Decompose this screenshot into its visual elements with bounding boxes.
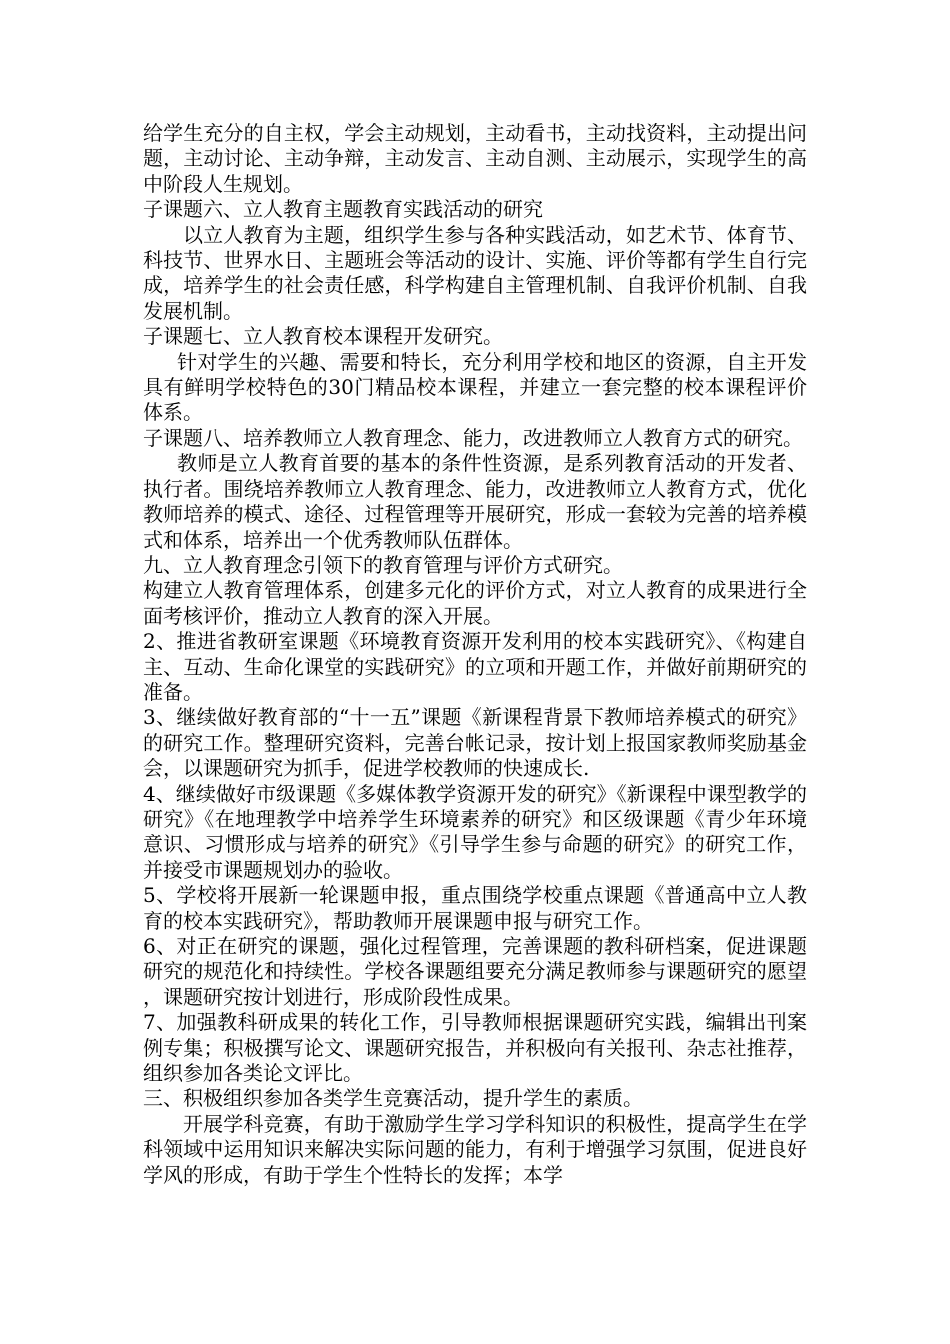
document-body: [143, 121, 807, 1188]
item-7: 7、加强教科研成果的转化工作，引导教师根据课题研究实践，编辑出刊案例专集；积极撰写论文、课题研究报告，并积极向有关报刊、杂志社推荐，组织参加各类论文评比。: [143, 1010, 807, 1086]
subtopic-9-heading: 九、立人教育理念引领下的教育管理与评价方式研究。: [143, 552, 623, 577]
item-2: 2、推进省教研室课题《环境教育资源开发利用的校本实践研究》、《构建自主、互动、生命化课堂的实践研究》的立项和开题工作，并做好前期研究的准备。: [143, 629, 807, 704]
subtopic-6-body: 以立人教育为主题，组织学生参与各种实践活动，如艺术节、体育节、科技节、世界水日、主题班会等活动的设计、实施、评价等都有学生自行完成，培养学生的社会责任感，科学构建自主管理机制、自我评价机制、自我发展机制。: [143, 222, 807, 323]
subtopic-7-heading: 子课题七、立人教育校本课程开发研究。: [143, 324, 503, 349]
paragraph-1: 给学生充分的自主权，学会主动规划，主动看书，主动找资料，主动提出问题，主动讨论、主动争辩，主动发言、主动自测、主动展示，实现学生的高中阶段人生规划。: [143, 121, 807, 196]
section-3-heading: 三、积极组织参加各类学生竞赛活动，提升学生的素质。: [143, 1086, 643, 1111]
item-6: 6、对正在研究的课题，强化过程管理，完善课题的教科研档案，促进课题研究的规范化和持续性。学校各课题组要充分满足教师参与课题研究的愿望，课题研究按计划进行，形成阶段性成果。: [143, 934, 807, 1009]
item-5: 5、学校将开展新一轮课题申报，重点围绕学校重点课题《普通高中立人教育的校本实践研究》，帮助教师开展课题申报与研究工作。: [143, 883, 807, 933]
subtopic-7-body: 针对学生的兴趣、需要和特长，充分利用学校和地区的资源，自主开发具有鲜明学校特色的30门精品校本课程，并建立一套完整的校本课程评价体系。: [143, 349, 807, 425]
section-3-body: 开展学科竞赛，有助于激励学生学习学科知识的积极性，提高学生在学科领域中运用知识来解决实际问题的能力，有利于增强学习氛围，促进良好学风的形成，有助于学生个性特长的发挥；本学: [143, 1111, 807, 1187]
subtopic-6-heading: 子课题六、立人教育主题教育实践活动的研究: [143, 197, 543, 222]
subtopic-9-body: 构建立人教育管理体系，创建多元化的评价方式，对立人教育的成果进行全面考核评价，推动立人教育的深入开展。: [143, 578, 807, 628]
subtopic-8-heading: 子课题八、培养教师立人教育理念、能力，改进教师立人教育方式的研究。: [143, 425, 803, 450]
item-4: 4、继续做好市级课题《多媒体教学资源开发的研究》《新课程中课型教学的研究》《在地理教学中培养学生环境素养的研究》和区级课题《青少年环境意识、习惯形成与培养的研究》《引导学生参与命题的研究》的研究工作，并接受市课题规划办的验收。: [143, 781, 807, 882]
subtopic-8-body: 教师是立人教育首要的基本的条件性资源，是系列教育活动的开发者、执行者。围绕培养教师立人教育理念、能力，改进教师立人教育方式，优化教师培养的模式、途径、过程管理等开展研究，形成一套较为完善的培养模式和体系，培养出一个优秀教师队伍群体。: [143, 451, 807, 552]
item-3: 3、继续做好教育部的“十一五”课题《新课程背景下教师培养模式的研究》的研究工作。整理研究资料，完善台帐记录，按计划上报国家教师奖励基金会，以课题研究为抓手，促进学校教师的快速成长.: [143, 705, 807, 781]
